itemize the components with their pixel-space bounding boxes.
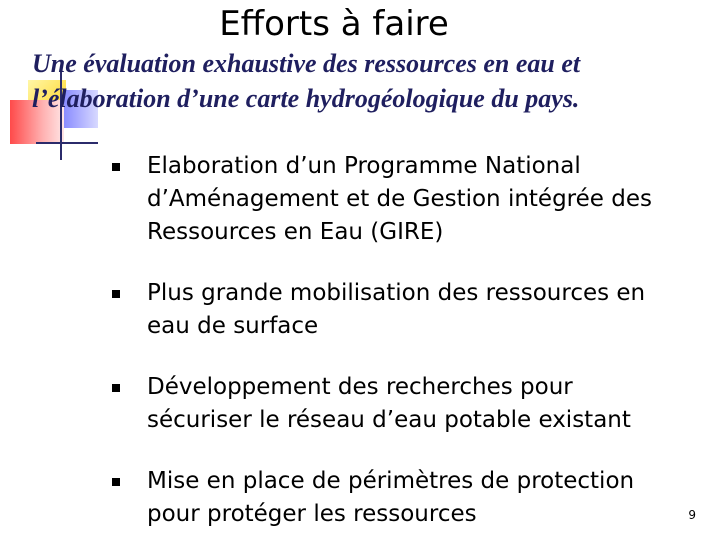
slide-subtitle: Une évaluation exhaustive des ressources en eau et l’élaboration d’une carte hydrogéologique du pays. bbox=[32, 49, 581, 113]
square-bullet-icon bbox=[112, 384, 120, 392]
bullet-item bbox=[112, 277, 672, 343]
square-bullet-icon bbox=[112, 478, 120, 486]
slide-title: Efforts à faire bbox=[219, 4, 449, 44]
bullet-text: Elaboration d’un Programme National d’Aménagement et de Gestion intégrée des Ressources en Eau (GIRE) bbox=[147, 153, 652, 245]
bullet-item bbox=[112, 371, 672, 437]
bullet-text: Développement des recherches pour sécuriser le réseau d’eau potable existant bbox=[147, 374, 631, 433]
square-bullet-icon bbox=[112, 290, 120, 298]
accent-horizontal-line bbox=[36, 142, 98, 144]
bullet-list bbox=[112, 150, 672, 559]
bullet-item bbox=[112, 150, 672, 249]
page-number: 9 bbox=[688, 508, 696, 522]
square-bullet-icon bbox=[112, 163, 120, 171]
bullet-text: Mise en place de périmètres de protection pour protéger les ressources bbox=[147, 468, 635, 527]
bullet-item bbox=[112, 465, 672, 531]
bullet-text: Plus grande mobilisation des ressources en eau de surface bbox=[147, 280, 646, 339]
